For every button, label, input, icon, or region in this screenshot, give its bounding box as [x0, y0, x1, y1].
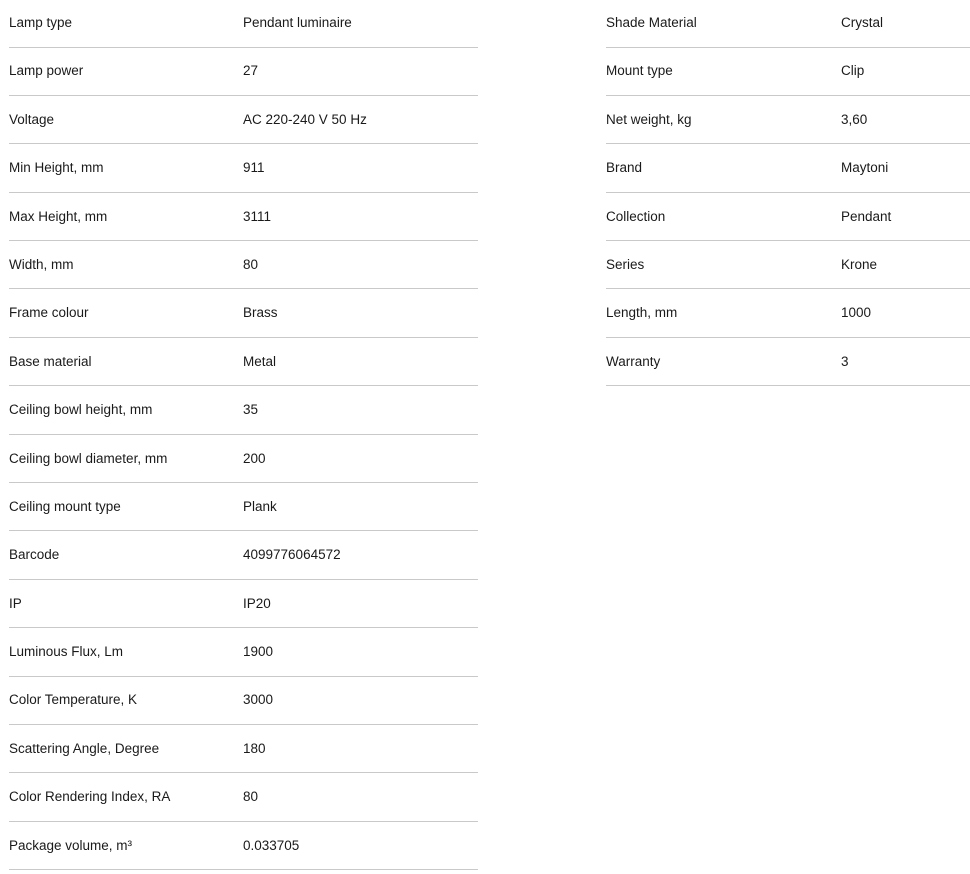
spec-label: Scattering Angle, Degree [9, 740, 160, 756]
spec-row-lamp-type [9, 0, 478, 48]
spec-value: 200 [243, 450, 266, 466]
spec-label: Ceiling bowl diameter, mm [9, 450, 168, 466]
spec-row-color-temperature [9, 677, 478, 725]
spec-label: Color Rendering Index, RA [9, 789, 171, 805]
spec-value: Brass [243, 305, 278, 321]
spec-value: 35 [243, 402, 259, 418]
spec-row-frame-colour [9, 290, 478, 338]
specs-column-right [606, 0, 970, 386]
spec-label: Luminous Flux, Lm [9, 644, 124, 660]
spec-value: Pendant luminaire [243, 15, 352, 30]
spec-value: 4099776064572 [243, 547, 341, 563]
spec-label: Ceiling bowl height, mm [9, 402, 153, 418]
spec-value: Metal [243, 353, 277, 369]
spec-value: 1000 [841, 305, 872, 321]
spec-value: AC 220-240 V 50 Hz [243, 111, 367, 127]
spec-row-length [606, 290, 970, 338]
spec-row-package-volume [9, 823, 478, 871]
spec-value: 3000 [243, 692, 274, 708]
spec-row-lamp-power [9, 48, 478, 96]
spec-label: Shade Material [606, 15, 697, 30]
spec-row-series [606, 242, 970, 290]
spec-label: Color Temperature, K [9, 692, 138, 708]
spec-label: Base material [9, 353, 92, 369]
spec-row-mount-type [606, 48, 970, 96]
spec-label: Collection [606, 208, 666, 224]
spec-label: Warranty [606, 353, 661, 369]
spec-row-shade-material [606, 0, 970, 48]
spec-value: 3,60 [841, 111, 868, 127]
spec-row-min-height [9, 145, 478, 193]
spec-row-brand [606, 145, 970, 193]
spec-row-ceiling-mount-type [9, 484, 478, 532]
spec-row-ceiling-bowl-diameter [9, 436, 478, 484]
spec-label: Mount type [606, 63, 673, 79]
spec-value: 180 [243, 740, 266, 756]
spec-row-warranty [606, 339, 970, 387]
spec-row-base-material [9, 339, 478, 387]
spec-value: Maytoni [841, 160, 889, 176]
spec-row-collection [606, 194, 970, 242]
spec-label: Ceiling mount type [9, 498, 121, 514]
spec-value: Krone [841, 256, 878, 272]
spec-label: Package volume, m³ [9, 837, 133, 853]
specs-column-left [9, 0, 478, 870]
spec-label: Barcode [9, 547, 60, 563]
spec-label: IP [9, 595, 22, 611]
spec-label: Net weight, kg [606, 111, 692, 127]
spec-label: Brand [606, 160, 643, 176]
spec-value: 3111 [243, 208, 272, 224]
spec-label: Series [606, 256, 645, 272]
spec-value: 3 [841, 353, 849, 369]
spec-row-luminous-flux [9, 629, 478, 677]
spec-row-max-height [9, 194, 478, 242]
spec-label: Length, mm [606, 305, 678, 321]
spec-row-voltage [9, 97, 478, 145]
spec-value: 0.033705 [243, 837, 300, 853]
spec-row-scattering-angle [9, 726, 478, 774]
spec-value: 80 [243, 789, 259, 805]
spec-value: 27 [243, 63, 259, 79]
spec-value: Pendant [841, 208, 892, 224]
spec-value: 80 [243, 256, 259, 272]
spec-value: Clip [841, 63, 865, 79]
spec-value: Crystal [841, 15, 884, 30]
spec-label: Frame colour [9, 305, 89, 321]
spec-value: Plank [243, 498, 277, 514]
spec-label: Min Height, mm [9, 160, 104, 176]
spec-value: 911 [243, 160, 265, 176]
spec-label: Lamp power [9, 63, 84, 79]
spec-label: Width, mm [9, 256, 74, 272]
spec-value: 1900 [243, 644, 274, 660]
spec-row-color-rendering-index [9, 774, 478, 822]
spec-row-ceiling-bowl-height [9, 387, 478, 435]
spec-label: Max Height, mm [9, 208, 108, 224]
spec-row-barcode [9, 532, 478, 580]
spec-label: Lamp type [9, 15, 73, 30]
spec-label: Voltage [9, 111, 55, 127]
spec-row-net-weight [606, 97, 970, 145]
spec-value: IP20 [243, 595, 271, 611]
spec-row-width [9, 242, 478, 290]
spec-row-ip [9, 581, 478, 629]
